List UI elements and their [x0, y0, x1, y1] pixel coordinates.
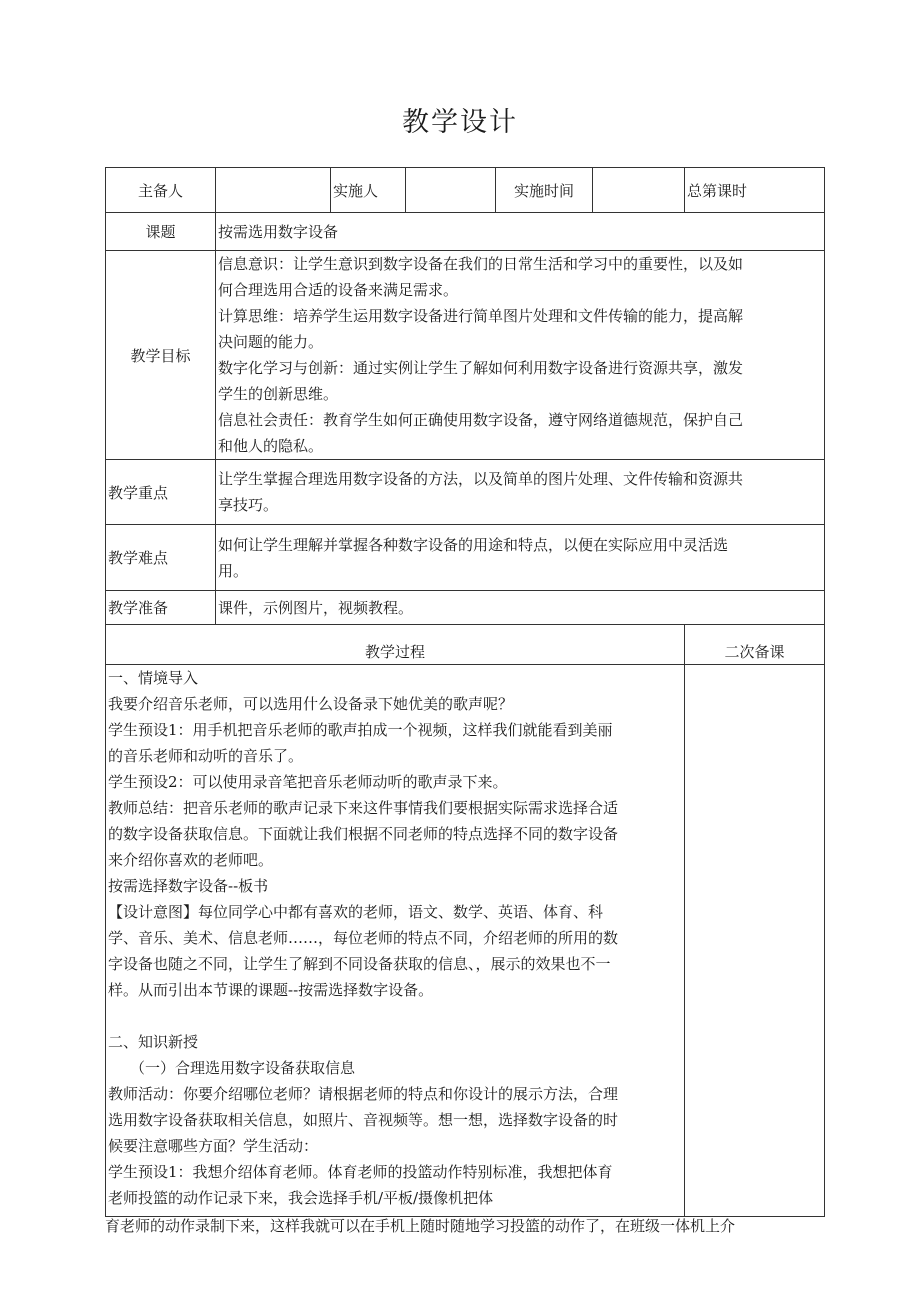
- difficulties-line: 用。: [218, 561, 249, 580]
- process-line: 的音乐老师和动听的音乐了。: [108, 747, 304, 765]
- objectives-label: 教学目标: [106, 251, 216, 460]
- process-line: 学生预设2：可以使用录音笔把音乐老师动听的歌声录下来。: [108, 773, 508, 791]
- process-line: 样。从而引出本节课的课题--按需选择数字设备。: [108, 981, 434, 999]
- process-header-row: [106, 625, 825, 665]
- continuation-text: 育老师的动作录制下来，这样我就可以在手机上随时随地学习投篮的动作了，在班级一体机上介: [105, 1217, 736, 1235]
- time-value[interactable]: [593, 168, 685, 213]
- lesson-count-label: 总第课时: [685, 168, 825, 213]
- preparation-row: [106, 591, 825, 625]
- process-line: 教师总结：把音乐老师的歌声记录下来这件事情我们要根据实际需求选择合适: [108, 799, 619, 817]
- lesson-plan-table: [105, 167, 825, 1217]
- key-points-label: 教学重点: [106, 460, 216, 525]
- process-line: 候要注意哪些方面？学生活动：: [108, 1137, 319, 1155]
- process-line: 学生预设1：用手机把音乐老师的歌声拍成一个视频，这样我们就能看到美丽: [108, 721, 613, 739]
- topic-value: 按需选用数字设备: [216, 213, 825, 251]
- objectives-line: 信息意识：让学生意识到数字设备在我们的日常生活和学习中的重要性，以及如: [218, 255, 744, 273]
- process-line: 选用数字设备获取相关信息，如照片、音视频等。想一想，选择数字设备的时: [108, 1111, 619, 1129]
- objectives-line: 计算思维：培养学生运用数字设备进行简单图片处理和文件传输的能力，提高解: [218, 307, 744, 325]
- implementer-label: 实施人: [331, 168, 406, 213]
- document-title: 教学设计: [402, 107, 518, 138]
- process-label: 教学过程: [106, 625, 685, 665]
- objectives-row: [106, 251, 825, 460]
- objectives-line: 何合理选用合适的设备来满足需求。: [218, 281, 459, 299]
- difficulties-label: 教学难点: [106, 525, 216, 591]
- time-label: 实施时间: [496, 168, 593, 213]
- objectives-line: 数字化学习与创新：通过实例让学生了解如何利用数字设备进行资源共享，激发: [218, 359, 744, 377]
- header-row: [106, 168, 825, 213]
- process-line: 学、音乐、美术、信息老师……，每位老师的特点不同，介绍老师的所用的数: [108, 929, 619, 947]
- key-points-line: 享技巧。: [218, 496, 279, 514]
- notes-label: 二次备课: [685, 625, 825, 665]
- objectives-line: 学生的创新思维。: [218, 385, 339, 403]
- process-body-row: [106, 665, 825, 1217]
- difficulties-row: [106, 525, 825, 591]
- blank-line: [108, 1003, 684, 1029]
- preparation-label: 教学准备: [106, 591, 216, 625]
- process-line: 字设备也随之不同，让学生了解到不同设备获取的信息、，展示的效果也不一: [108, 955, 611, 973]
- difficulties-line: 如何让学生理解并掌握各种数字设备的用途和特点，以便在实际应用中灵活选: [218, 535, 729, 554]
- objectives-line: 和他人的隐私。: [218, 437, 324, 455]
- objectives-content: [216, 251, 825, 460]
- objectives-line: 信息社会责任：教育学生如何正确使用数字设备，遵守网络道德规范，保护自己: [218, 411, 744, 429]
- implementer-value[interactable]: [406, 168, 496, 213]
- process-line: 【设计意图】每位同学心中都有喜欢的老师，语文、数学、英语、体育、科: [108, 903, 604, 921]
- process-line: 二、知识新授: [108, 1033, 199, 1051]
- topic-row: [106, 213, 825, 251]
- process-line: 我要介绍音乐老师，可以选用什么设备录下她优美的歌声呢？: [108, 695, 514, 713]
- process-line: 学生预设1：我想介绍体育老师。体育老师的投篮动作特别标准，我想把体育: [108, 1163, 613, 1181]
- preparation-value: 课件，示例图片，视频教程。: [216, 591, 825, 625]
- process-line: 的数字设备获取信息。下面就让我们根据不同老师的特点选择不同的数字设备: [108, 825, 619, 843]
- process-line: 按需选择数字设备--板书: [108, 877, 269, 895]
- key-points-content: [216, 460, 825, 525]
- process-line: 来介绍你喜欢的老师吧。: [108, 851, 274, 869]
- objectives-line: 决问题的能力。: [218, 333, 324, 351]
- preparer-value[interactable]: [216, 168, 331, 213]
- preparer-label: 主备人: [106, 168, 216, 213]
- process-line: 教师活动：你要介绍哪位老师？请根据老师的特点和你设计的展示方法，合理: [108, 1085, 619, 1103]
- key-points-line: 让学生掌握合理选用数字设备的方法，以及简单的图片处理、文件传输和资源共: [218, 470, 744, 488]
- difficulties-content: [216, 525, 825, 591]
- notes-cell[interactable]: [685, 665, 825, 1217]
- process-line: 老师投篮的动作记录下来，我会选择手机/平板/摄像机把体: [108, 1189, 494, 1207]
- process-line: （一）合理选用数字设备获取信息: [130, 1059, 356, 1077]
- key-points-row: [106, 460, 825, 525]
- topic-label: 课题: [106, 213, 216, 251]
- process-line: 一、情境导入: [108, 669, 199, 687]
- process-content: [106, 665, 685, 1217]
